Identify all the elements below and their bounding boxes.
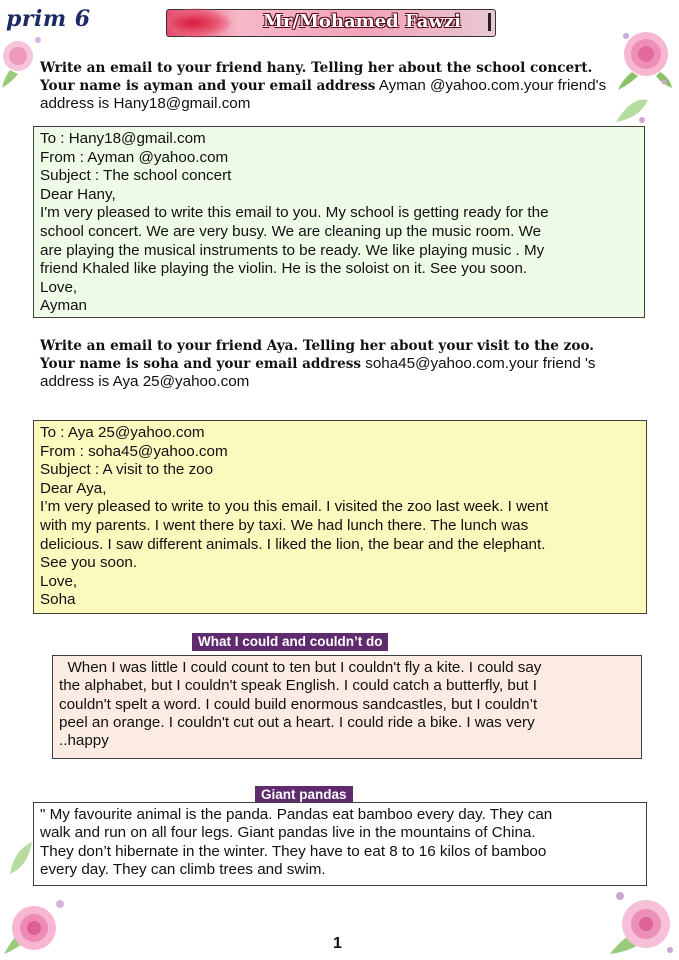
email-from: From : soha45@yahoo.com	[40, 442, 228, 460]
email2-prompt	[40, 337, 660, 391]
email1-prompt-line2-bold: Your name is ayman and your email address	[40, 78, 376, 94]
email2-prompt-line3: address is Aya 25@yahoo.com	[40, 373, 250, 390]
email2-box	[33, 420, 647, 614]
page-number: 1	[333, 935, 342, 952]
email-to: To : Hany18@gmail.com	[40, 130, 206, 147]
email-body-line: See you soon.	[40, 554, 138, 572]
banner-divider	[488, 13, 491, 31]
email1-prompt-line2-rest: Ayman @yahoo.com.your friend's	[375, 77, 607, 94]
email-closing: Love,	[40, 572, 78, 590]
email-body-line: are playing the musical instruments to be ready. We like playing music . My	[40, 241, 545, 259]
email1-prompt	[40, 59, 660, 113]
email2-prompt-line2-rest: soha45@yahoo.com.your friend 's	[361, 355, 596, 372]
pandas-box	[33, 802, 647, 886]
paragraph-line: When I was little I could count to ten but I couldn't fly a kite. I could say	[59, 659, 542, 676]
email1-prompt-line3: address is Hany18@gmail.com	[40, 95, 251, 112]
grade-label: prim 6	[6, 6, 91, 32]
email-body-line: friend Khaled like playing the violin. He is the soloist on it. See you soon.	[40, 260, 528, 278]
rose-flower-icon	[0, 884, 70, 960]
email-signature: Soha	[40, 591, 76, 609]
email-subject: Subject : A visit to the zoo	[40, 461, 214, 479]
email-body-line: delicious. I saw different animals. I liked the lion, the bear and the elephant.	[40, 535, 546, 553]
banner-decoration	[167, 8, 231, 38]
email2-prompt-line1: Write an email to your friend Aya. Telling her about your visit to the zoo.	[40, 338, 595, 354]
email-greeting: Dear Aya,	[40, 479, 107, 497]
email-signature: Ayman	[40, 297, 87, 315]
email-greeting: Dear Hany,	[40, 185, 116, 203]
decorative-leaf-icon	[6, 838, 36, 878]
email-to: To : Aya 25@yahoo.com	[40, 424, 205, 441]
email-from: From : Ayman @yahoo.com	[40, 148, 229, 166]
paragraph-line: " My favourite animal is the panda. Pandas eat bamboo every day. They can	[40, 806, 553, 823]
paragraph-line: the alphabet, but I couldn't speak English. I could catch a butterfly, but I	[59, 677, 537, 695]
rose-flower-icon	[600, 880, 679, 960]
email-body-line: I’m very pleased to write to you this email. I visited the zoo last week. I went	[40, 498, 549, 516]
email-body-line: with my parents. I went there by taxi. We had lunch there. The lunch was	[40, 516, 529, 534]
email-body-line: school concert. We are very busy. We are cleaning up the music room. We	[40, 222, 542, 240]
email1-prompt-line1: Write an email to your friend hany. Telling her about the school concert.	[40, 60, 593, 76]
paragraph-line: peel an orange. I couldn't cut out a heart. I could ride a bike. I was very	[59, 713, 535, 731]
email1-box	[33, 126, 645, 318]
paragraph-line: ..happy	[59, 732, 109, 750]
email2-prompt-line2-bold: Your name is soha and your email address	[40, 356, 362, 372]
email-subject: Subject : The school concert	[40, 167, 232, 185]
paragraph-line: They don’t hibernate in the winter. They have to eat 8 to 16 kilos of bamboo	[40, 842, 547, 860]
email-body-line: I'm very pleased to write this email to you. My school is getting ready for the	[40, 204, 549, 222]
could-section-title: What I could and couldn’t do	[192, 633, 388, 651]
could-box	[52, 655, 642, 759]
paragraph-line: couldn't spelt a word. I could build enormous sandcastles, but I couldn’t	[59, 695, 538, 713]
email-closing: Love,	[40, 278, 78, 296]
pandas-section-title: Giant pandas	[255, 786, 353, 804]
paragraph-line: walk and run on all four legs. Giant pandas live in the mountains of China.	[40, 824, 536, 842]
author-banner	[166, 9, 496, 37]
paragraph-line: every day. They can climb trees and swim.	[40, 860, 326, 878]
author-name: Mr/Mohamed Fawzi	[262, 11, 462, 32]
